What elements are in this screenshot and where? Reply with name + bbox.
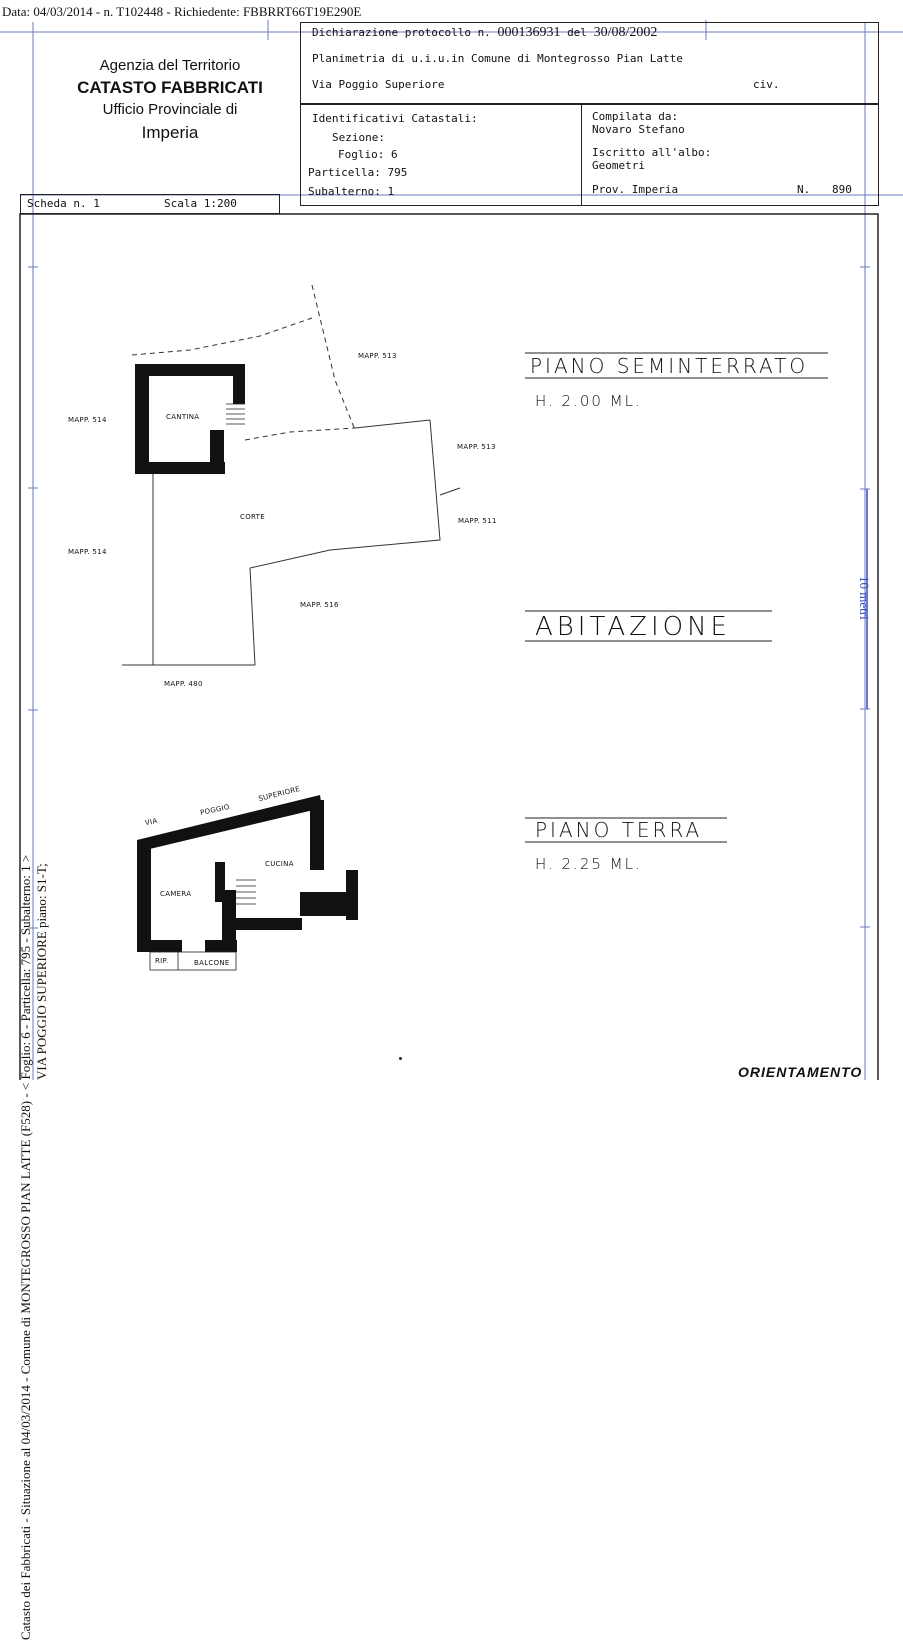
- province-label: Prov. Imperia: [592, 183, 679, 196]
- subalterno-label: Subalterno:: [308, 185, 381, 198]
- agency-office: Ufficio Provinciale di: [102, 101, 238, 118]
- planimetry-line: Planimetria di u.i.u.in Comune di Montegrosso Pian Latte: [312, 52, 683, 65]
- particella-value: 795: [387, 166, 408, 179]
- document-header-line: Data: 04/03/2014 - n. T102448 - Richiedente: FBBRRT66T19E290E: [2, 4, 362, 19]
- via-label: VIA: [144, 816, 159, 828]
- superiore-label: SUPERIORE: [257, 784, 301, 804]
- balcone-label: BALCONE: [194, 959, 230, 967]
- register-n-label: N.: [797, 183, 811, 196]
- registered-label: Iscritto all'albo:: [592, 146, 712, 159]
- sezione-label: Sezione:: [332, 131, 385, 144]
- mapp-514-label: MAPP. 514: [68, 416, 107, 424]
- declaration-prefix: Dichiarazione protocollo n.: [312, 26, 491, 39]
- mapp-514-label-2: MAPP. 514: [68, 548, 107, 556]
- profession: Geometri: [592, 159, 645, 172]
- declaration-number: 000136931: [497, 25, 561, 40]
- agency-province: Imperia: [141, 123, 199, 142]
- foglio-label: Foglio:: [338, 148, 385, 161]
- compiler-name: Novaro Stefano: [592, 123, 685, 136]
- corte-label: CORTE: [240, 513, 265, 521]
- declaration-del: del: [567, 26, 587, 39]
- rip-label: RIP.: [155, 957, 169, 965]
- cucina-label: CUCINA: [265, 860, 294, 868]
- scale-label: 10 metri: [857, 576, 872, 620]
- sheet-scale: Scala 1:200: [164, 197, 237, 210]
- mapp-513-label: MAPP. 513: [358, 352, 397, 360]
- title-piano-terra: PIANO TERRA: [535, 818, 703, 842]
- side-info-text-2: VIA POGGIO SUPERIORE piano: S1-T;: [34, 863, 49, 1080]
- height-piano-terra: H. 2.25 ML.: [535, 855, 642, 873]
- mapp-511-label: MAPP. 511: [458, 517, 497, 525]
- subalterno-value: 1: [387, 185, 395, 198]
- compiled-by-label: Compilata da:: [592, 110, 679, 123]
- particella-label: Particella:: [308, 166, 381, 179]
- street-line: Via Poggio Superiore: [312, 78, 445, 91]
- title-abitazione: ABITAZIONE: [535, 612, 731, 642]
- register-number: 890: [832, 183, 852, 196]
- agency-catasto: CATASTO FABBRICATI: [77, 78, 263, 97]
- dot-mark: [399, 1057, 402, 1060]
- identifiers-title: Identificativi Catastali:: [312, 112, 478, 125]
- height-seminterrato: H. 2.00 ML.: [535, 392, 642, 410]
- sheet-number: Scheda n. 1: [27, 197, 100, 210]
- agency-name: Agenzia del Territorio: [99, 57, 241, 74]
- camera-label: CAMERA: [160, 890, 192, 898]
- poggio-label: POGGIO: [199, 802, 231, 818]
- side-info-main: Catasto dei Fabbricati - Situazione al 04/03/2014 - Comune di MONTEGROSSO PIAN LATTE (F528) - < Foglio: 6 - Particella: 795 - Subalterno: 1 >: [18, 854, 33, 1640]
- foglio-value: 6: [390, 148, 398, 161]
- mapp-480-label: MAPP. 480: [164, 680, 203, 688]
- title-piano-seminterrato: PIANO SEMINTERRATO: [530, 354, 809, 378]
- wc-label: WC: [217, 893, 230, 901]
- mapp-516-label: MAPP. 516: [300, 601, 339, 609]
- mapp-513-label-2: MAPP. 513: [457, 443, 496, 451]
- orientation-label: ORIENTAMENTO: [738, 1064, 863, 1080]
- civic-label: civ.: [753, 78, 780, 91]
- cantina-label: CANTINA: [166, 413, 200, 421]
- declaration-date: 30/08/2002: [593, 25, 658, 40]
